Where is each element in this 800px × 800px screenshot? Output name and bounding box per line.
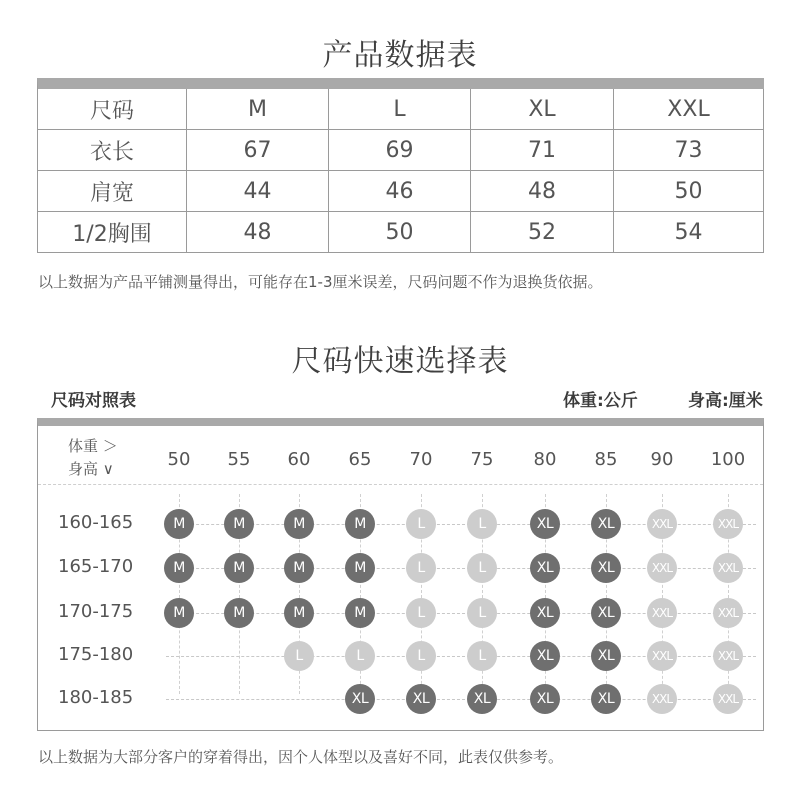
weight-column-label: 90 <box>650 449 674 470</box>
size-badge-m: M <box>345 553 375 583</box>
weight-column-label: 85 <box>594 449 618 470</box>
table-cell: 48 <box>187 212 329 252</box>
table-cell: L <box>329 89 471 129</box>
weight-column-label: 65 <box>348 449 372 470</box>
table-row <box>38 130 764 171</box>
weight-column-label: 60 <box>287 449 311 470</box>
size-badge-xl: XL <box>345 684 375 714</box>
product-table-title: 产品数据表 <box>322 38 478 73</box>
weight-column-label: 55 <box>227 449 251 470</box>
size-badge-m: M <box>164 509 194 539</box>
size-chart-subtitle: 尺码对照表 <box>51 391 136 411</box>
size-badge-xxl: XXL <box>713 684 743 714</box>
size-badge-l: L <box>406 641 436 671</box>
table-row <box>38 89 764 130</box>
size-badge-m: M <box>345 509 375 539</box>
size-badge-xl: XL <box>530 641 560 671</box>
table-cell: 52 <box>471 212 614 252</box>
product-table-note: 以上数据为产品平铺测量得出，可能存在1-3厘米误差，尺码问题不作为退换货依据。 <box>38 273 603 291</box>
size-badge-xl: XL <box>530 509 560 539</box>
product-data-table <box>37 78 764 253</box>
size-badge-m: M <box>345 598 375 628</box>
height-axis-label: 身高 ∨ <box>68 460 114 478</box>
size-badge-xl: XL <box>467 684 497 714</box>
height-row-label: 160-165 <box>58 512 134 533</box>
size-badge-xl: XL <box>591 684 621 714</box>
size-badge-xxl: XXL <box>713 641 743 671</box>
size-badge-m: M <box>164 553 194 583</box>
size-badge-l: L <box>284 641 314 671</box>
size-badge-m: M <box>224 598 254 628</box>
height-row-label: 170-175 <box>58 601 134 622</box>
size-badge-l: L <box>406 598 436 628</box>
weight-column-label: 100 <box>710 449 746 470</box>
table-cell: 73 <box>614 130 764 170</box>
weight-column-label: 75 <box>470 449 494 470</box>
table-row <box>38 212 764 253</box>
table-cell: 48 <box>471 171 614 211</box>
size-badge-m: M <box>284 598 314 628</box>
height-row-label: 175-180 <box>58 644 134 665</box>
table-cell: 54 <box>614 212 764 252</box>
size-badge-xxl: XXL <box>647 684 677 714</box>
table-cell: 50 <box>614 171 764 211</box>
size-badge-l: L <box>467 641 497 671</box>
size-badge-xl: XL <box>591 598 621 628</box>
size-badge-xl: XL <box>530 553 560 583</box>
height-row-label: 165-170 <box>58 556 134 577</box>
table-cell: 69 <box>329 130 471 170</box>
table-cell: 衣长 <box>38 130 187 170</box>
weight-axis-label: 体重 ＞ <box>68 437 118 455</box>
table-cell: 尺码 <box>38 89 187 129</box>
table-row <box>38 171 764 212</box>
weight-column-label: 80 <box>533 449 557 470</box>
table-cell: XL <box>471 89 614 129</box>
size-badge-l: L <box>467 553 497 583</box>
size-badge-l: L <box>345 641 375 671</box>
weight-column-label: 70 <box>409 449 433 470</box>
size-badge-xxl: XXL <box>647 598 677 628</box>
size-chart-note: 以上数据为大部分客户的穿着得出，因个人体型以及喜好不同，此表仅供参考。 <box>38 748 564 766</box>
size-badge-xl: XL <box>406 684 436 714</box>
size-badge-l: L <box>467 509 497 539</box>
size-badge-xl: XL <box>530 598 560 628</box>
table-cell: 肩宽 <box>38 171 187 211</box>
size-badge-l: L <box>467 598 497 628</box>
size-badge-xxl: XXL <box>713 553 743 583</box>
height-unit-label: 身高:厘米 <box>688 391 763 411</box>
table-cell: 71 <box>471 130 614 170</box>
size-badge-xxl: XXL <box>713 598 743 628</box>
size-chart-title: 尺码快速选择表 <box>291 344 509 379</box>
table-cell: 44 <box>187 171 329 211</box>
size-badge-m: M <box>284 553 314 583</box>
size-badge-l: L <box>406 509 436 539</box>
size-badge-m: M <box>164 598 194 628</box>
size-badge-m: M <box>224 509 254 539</box>
size-badge-xxl: XXL <box>713 509 743 539</box>
size-badge-xxl: XXL <box>647 641 677 671</box>
size-badge-xl: XL <box>591 553 621 583</box>
size-badge-xxl: XXL <box>647 553 677 583</box>
size-badge-xxl: XXL <box>647 509 677 539</box>
table-cell: 1/2胸围 <box>38 212 187 252</box>
height-row-label: 180-185 <box>58 687 134 708</box>
size-badge-xl: XL <box>530 684 560 714</box>
size-chart-grid <box>37 418 764 731</box>
size-badge-l: L <box>406 553 436 583</box>
size-badge-m: M <box>224 553 254 583</box>
table-cell: 67 <box>187 130 329 170</box>
table-cell: M <box>187 89 329 129</box>
header-divider <box>38 484 763 485</box>
table-cell: 50 <box>329 212 471 252</box>
weight-unit-label: 体重:公斤 <box>563 391 638 411</box>
table-cell: 46 <box>329 171 471 211</box>
table-cell: XXL <box>614 89 764 129</box>
size-badge-xl: XL <box>591 641 621 671</box>
size-badge-m: M <box>284 509 314 539</box>
size-badge-xl: XL <box>591 509 621 539</box>
weight-column-label: 50 <box>167 449 191 470</box>
